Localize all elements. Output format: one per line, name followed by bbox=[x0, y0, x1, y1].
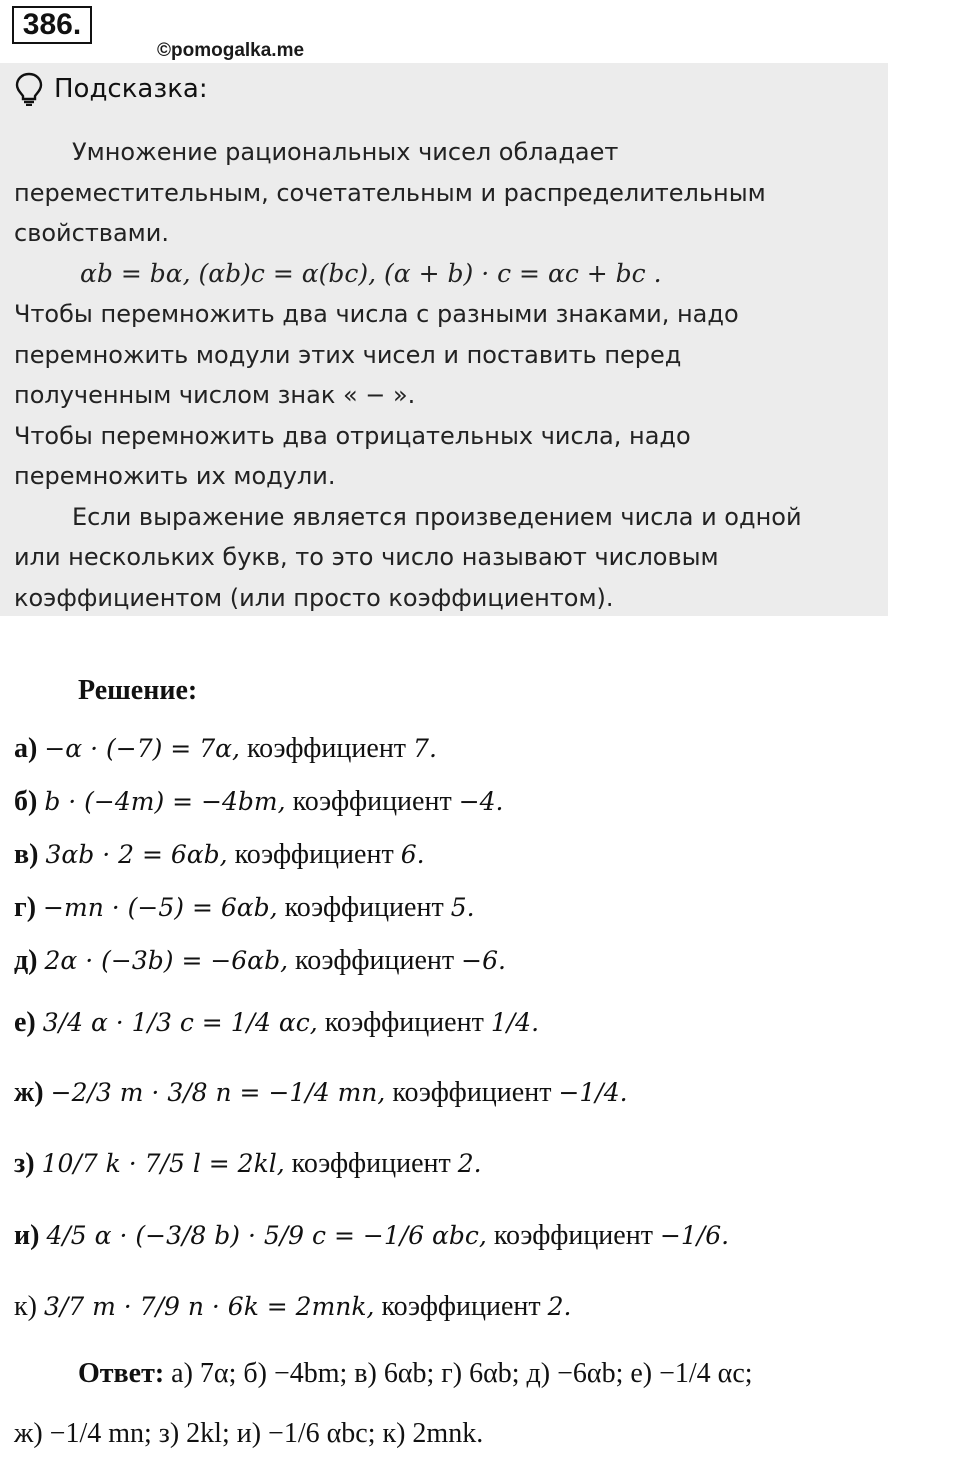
problem-number: 386. bbox=[12, 6, 92, 44]
item-expression: 3αb · 2 = 6αb, bbox=[45, 840, 228, 869]
item-label: г) bbox=[14, 892, 37, 923]
item-coef-word: коэффициент bbox=[291, 1148, 451, 1179]
hint-line: Чтобы перемножить два отрицательных числа, надо bbox=[14, 421, 691, 450]
solution-item bbox=[14, 892, 475, 924]
solution-item bbox=[14, 839, 425, 871]
solution-item bbox=[14, 1148, 482, 1180]
answer-label: Ответ: bbox=[78, 1358, 165, 1389]
solution-title: Решение: bbox=[78, 675, 198, 706]
item-coefficient: −6. bbox=[461, 946, 506, 975]
item-coef-word: коэффициент bbox=[324, 1007, 484, 1038]
solution-item bbox=[14, 945, 506, 977]
item-label: е) bbox=[14, 1007, 36, 1038]
item-expression: 4/5 α · (−3/8 b) · 5/9 c = −1/6 αbc, bbox=[46, 1221, 487, 1250]
answer-line-2 bbox=[14, 1418, 483, 1450]
hint-title: Подсказка: bbox=[54, 74, 208, 104]
item-coef-word: коэффициент bbox=[392, 1077, 552, 1108]
hint-line: коэффициентом (или просто коэффициентом). bbox=[14, 583, 614, 612]
watermark: ©pomogalka.me bbox=[157, 40, 305, 61]
solution-item bbox=[14, 1007, 539, 1039]
hint-line: Умножение рациональных чисел обладает bbox=[72, 138, 619, 166]
item-coefficient: −1/4. bbox=[558, 1078, 628, 1107]
hint-line: переместительным, сочетательным и распределительным bbox=[14, 178, 766, 207]
solution-item bbox=[14, 1077, 628, 1109]
item-coef-word: коэффициент bbox=[493, 1220, 653, 1251]
item-label: а) bbox=[14, 733, 38, 764]
item-label: в) bbox=[14, 839, 39, 870]
item-expression: −mn · (−5) = 6αb, bbox=[43, 893, 278, 922]
item-label: ж) bbox=[14, 1077, 44, 1108]
item-label: б) bbox=[14, 786, 38, 817]
item-coefficient: 7. bbox=[413, 734, 437, 763]
hint-body bbox=[14, 132, 884, 618]
solution-item bbox=[14, 1220, 729, 1252]
item-coef-word: коэффициент bbox=[284, 892, 444, 923]
answer-text: а) 7α; б) −4bm; в) 6αb; г) 6αb; д) −6αb; е) −1/4 αc; bbox=[171, 1358, 753, 1389]
item-coefficient: 2. bbox=[547, 1292, 572, 1321]
item-label: д) bbox=[14, 945, 38, 976]
item-label: к) bbox=[14, 1291, 37, 1322]
solution-item bbox=[14, 1291, 571, 1323]
item-coef-word: коэффициент bbox=[246, 733, 407, 764]
hint-line: или нескольких букв, то это число называют числовым bbox=[14, 543, 719, 571]
lightbulb-icon bbox=[14, 72, 44, 106]
item-expression: −α · (−7) = 7α, bbox=[44, 734, 240, 763]
hint-line: полученным числом знак « − ». bbox=[14, 381, 416, 409]
item-label: з) bbox=[14, 1148, 35, 1179]
item-coefficient: 2. bbox=[457, 1149, 482, 1178]
hint-line: Чтобы перемножить два числа с разными знаками, надо bbox=[14, 300, 739, 328]
item-coefficient: 1/4. bbox=[490, 1008, 540, 1037]
item-label: и) bbox=[14, 1220, 40, 1251]
item-expression: 2α · (−3b) = −6αb, bbox=[44, 946, 289, 975]
hint-line: Если выражение является произведением числа и одной bbox=[72, 502, 802, 531]
item-coef-word: коэффициент bbox=[234, 839, 394, 870]
item-coef-word: коэффициент bbox=[381, 1291, 541, 1322]
hint-header bbox=[14, 72, 208, 106]
item-expression: 3/4 α · 1/3 c = 1/4 αc, bbox=[42, 1008, 318, 1037]
hint-line: свойствами. bbox=[14, 219, 169, 247]
answer-line-1 bbox=[78, 1358, 948, 1390]
item-expression: −2/3 m · 3/8 n = −1/4 mn, bbox=[50, 1078, 386, 1107]
item-coef-word: коэффициент bbox=[295, 945, 455, 976]
item-coef-word: коэффициент bbox=[292, 786, 452, 817]
item-coefficient: −1/6. bbox=[659, 1221, 730, 1250]
item-coefficient: 6. bbox=[400, 840, 425, 869]
hint-line: перемножить модули этих чисел и поставить перед bbox=[14, 340, 682, 369]
hint-line: перемножить их модули. bbox=[14, 462, 336, 490]
answer-text: ж) −1/4 mn; з) 2kl; и) −1/6 αbc; к) 2mnk. bbox=[14, 1418, 484, 1449]
item-expression: 10/7 k · 7/5 l = 2kl, bbox=[41, 1149, 285, 1178]
solution-item bbox=[14, 786, 504, 818]
item-expression: 3/7 m · 7/9 n · 6k = 2mnk, bbox=[43, 1292, 375, 1321]
item-expression: b · (−4m) = −4bm, bbox=[44, 787, 286, 816]
item-coefficient: 5. bbox=[450, 893, 475, 922]
item-coefficient: −4. bbox=[458, 787, 504, 816]
solution-item bbox=[14, 733, 437, 765]
hint-formula: αb = bα, (αb)c = α(bc), (α + b) · c = αc + bc . bbox=[80, 258, 662, 288]
